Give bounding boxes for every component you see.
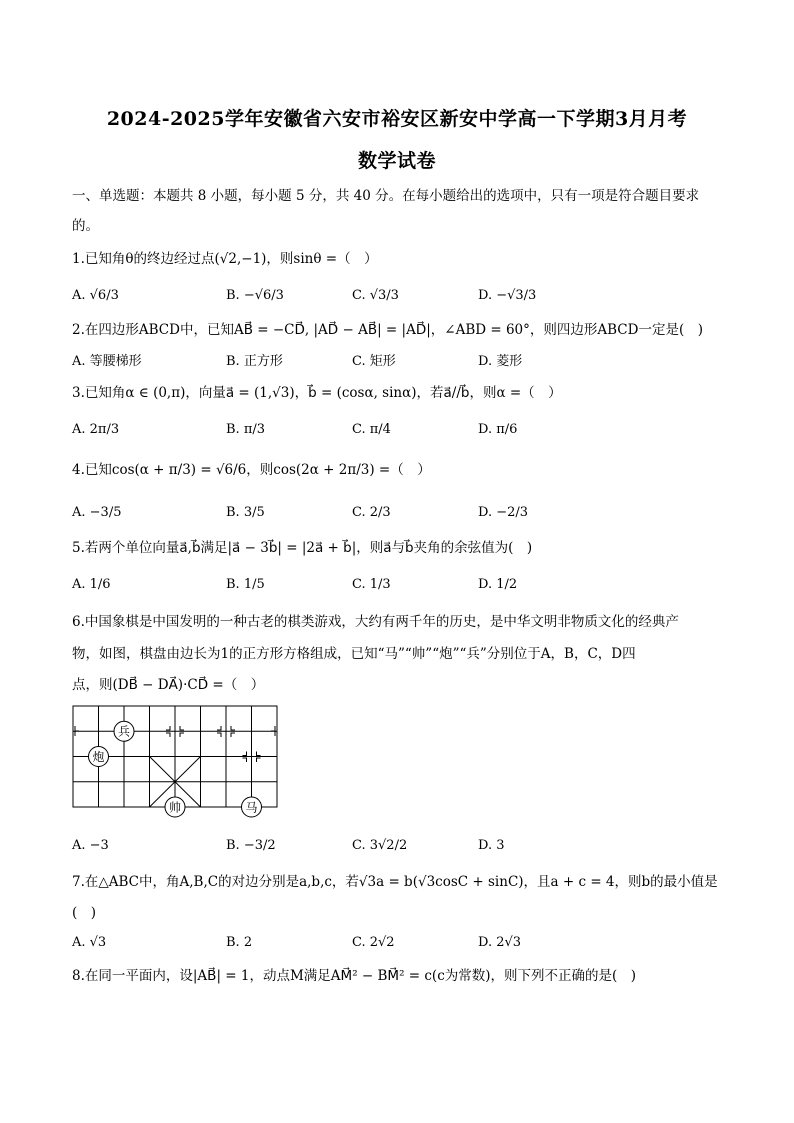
exam-title-line1: 2024-2025学年安徽省六安市裕安区新安中学高一下学期3月月考 xyxy=(106,108,688,130)
question-1-stem: 1.已知角θ的终边经过点(√2,−1)，则sinθ =（ ） xyxy=(72,251,378,267)
question-1-option-b: B. −√6/3 xyxy=(226,288,284,303)
question-3-option-b: B. π/3 xyxy=(226,422,266,437)
question-6-option-d: D. 3 xyxy=(478,838,505,853)
piece-pao xyxy=(89,747,109,767)
question-4-stem: 4.已知cos(α + π/3) = √6/6，则cos(2α + 2π/3) =（ ） xyxy=(72,462,431,478)
question-5-option-c: C. 1/3 xyxy=(352,577,391,592)
question-7-option-b: B. 2 xyxy=(226,935,253,950)
question-3-option-a: A. 2π/3 xyxy=(72,422,120,437)
piece-bing xyxy=(114,721,134,741)
question-6-option-b: B. −3/2 xyxy=(226,838,276,853)
section-heading: 一、单选题：本题共 8 小题，每小题 5 分，共 40 分。在每小题给出的选项中，只有一项是符合题目要求 xyxy=(72,188,700,204)
question-5-option-d: D. 1/2 xyxy=(478,577,518,592)
question-3-option-c: C. π/4 xyxy=(352,422,391,437)
question-6-stem-line1: 6.中国象棋是中国发明的一种古老的棋类游戏，大约有两千年的历史，是中华文明非物质文化的经典产 xyxy=(72,614,679,630)
question-7-stem-line2: ( ) xyxy=(72,905,97,921)
question-3-stem: 3.已知角α ∈ (0,π)，向量a⃗ = (1,√3)，b⃗ = (cosα, sinα)，若a⃗//b⃗，则α =（ ） xyxy=(72,385,562,401)
question-4-option-a: A. −3/5 xyxy=(72,505,122,520)
chess-board-figure xyxy=(72,704,282,819)
question-5-option-a: A. 1/6 xyxy=(72,577,111,592)
question-7-stem-line1: 7.在△ABC中，角A,B,C的对边分别是a,b,c，若√3a = b(√3cosC + sinC)，且a + c = 4，则b的最小值是 xyxy=(72,874,718,890)
question-4-option-c: C. 2/3 xyxy=(352,505,391,520)
question-1-option-c: C. √3/3 xyxy=(352,288,399,303)
question-2-stem: 2.在四边形ABCD中，已知AB⃗ = −CD⃗, |AD⃗ − AB⃗| = |AD⃗|，∠ABD = 60°，则四边形ABCD一定是( ) xyxy=(72,322,703,338)
question-2-option-b: B. 正方形 xyxy=(226,354,283,369)
question-7-option-a: A. √3 xyxy=(72,935,107,950)
piece-pao-label: 炮 xyxy=(92,749,105,764)
question-7-option-d: D. 2√3 xyxy=(478,935,522,950)
piece-ma xyxy=(242,797,262,817)
question-2-option-c: C. 矩形 xyxy=(352,354,396,369)
question-5-option-b: B. 1/5 xyxy=(226,577,265,592)
question-2-option-a: A. 等腰梯形 xyxy=(72,354,142,369)
piece-shuai-label: 帅 xyxy=(168,800,182,815)
question-1-option-d: D. −√3/3 xyxy=(478,288,537,303)
question-4-option-b: B. 3/5 xyxy=(226,505,265,520)
question-7-option-c: C. 2√2 xyxy=(352,935,395,950)
chess-board-svg xyxy=(72,704,282,819)
question-6-option-c: C. 3√2/2 xyxy=(352,838,408,853)
piece-ma-label: 马 xyxy=(245,800,258,815)
question-8-stem: 8.在同一平面内，设|AB⃗| = 1，动点M满足AM⃗² − BM⃗² = c(c为常数)，则下列不正确的是( ) xyxy=(72,968,637,984)
question-4-option-d: D. −2/3 xyxy=(478,505,529,520)
question-6-stem-line2: 物，如图，棋盘由边长为1的正方形方格组成，已知“马”“帅”“炮”“兵”分别位于A，B，C，D四 xyxy=(72,646,636,662)
question-6-option-a: A. −3 xyxy=(72,838,109,853)
question-5-stem: 5.若两个单位向量a⃗,b⃗满足|a⃗ − 3b⃗| = |2a⃗ + b⃗|，则a⃗与b⃗夹角的余弦值为( ) xyxy=(72,540,533,556)
question-6-stem-line3: 点，则(DB⃗ − DA⃗)·CD⃗ =（ ） xyxy=(72,677,265,693)
question-2-option-d: D. 菱形 xyxy=(478,354,523,369)
piece-bing-label: 兵 xyxy=(117,724,131,739)
exam-title-line2: 数学试卷 xyxy=(357,150,436,172)
section-heading-cont: 的。 xyxy=(72,218,99,234)
question-3-option-d: D. π/6 xyxy=(478,422,518,437)
piece-shuai xyxy=(165,797,185,817)
question-1-option-a: A. √6/3 xyxy=(72,288,119,303)
